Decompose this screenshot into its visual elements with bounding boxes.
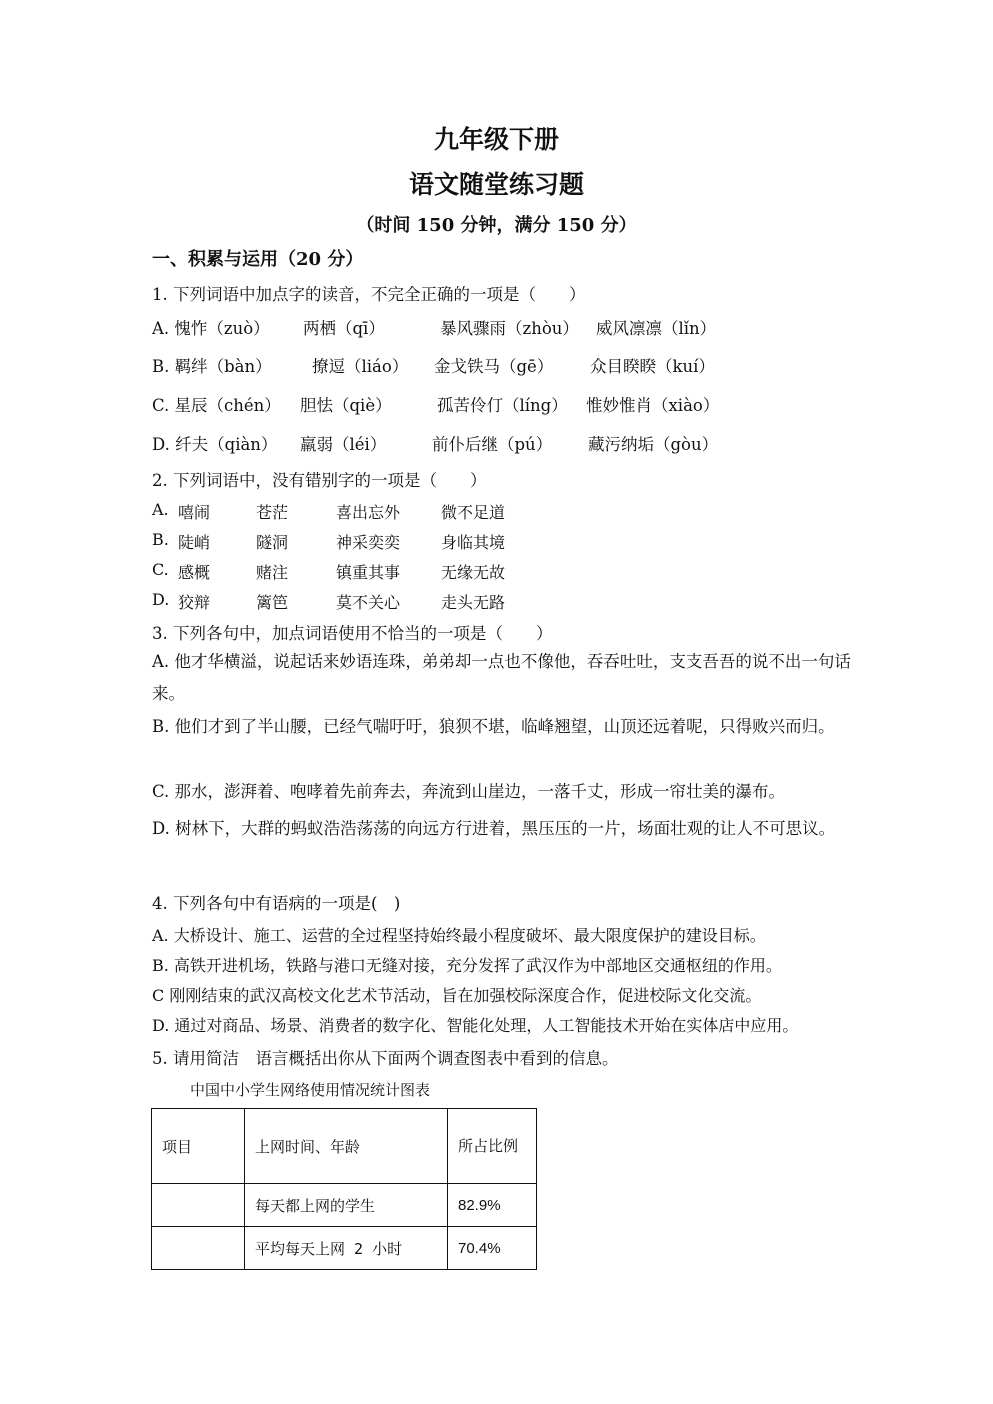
q1-option-a-4: 威风凛凛（lǐn）	[596, 319, 717, 338]
table-header-cell: 所占比例	[448, 1109, 537, 1184]
q2-b-2: 隧洞	[256, 533, 289, 552]
table-cell	[152, 1227, 245, 1270]
q2-b-4: 身临其境	[441, 533, 506, 552]
table-caption: 中国中小学生网络使用情况统计图表	[190, 1081, 431, 1099]
q5-stem: 5. 请用简洁 语言概括出你从下面两个调查图表中看到的信息。	[152, 1049, 619, 1068]
q1-option-d-1: D. 纤夫（qiàn）	[152, 435, 278, 454]
q1-stem: 1. 下列词语中加点字的读音，不完全正确的一项是（ ）	[152, 285, 586, 304]
q2-c-3: 镇重其事	[336, 563, 401, 582]
q1-option-b-2: 撩逗（liáo）	[312, 357, 409, 376]
exam-time-score: （时间 150 分钟，满分 150 分）	[356, 215, 637, 236]
table-header-row	[152, 1109, 537, 1184]
q2-c-2: 赌注	[256, 563, 289, 582]
section-heading: 一、积累与运用（20 分）	[152, 249, 364, 270]
q2-d-label: D.	[152, 590, 170, 609]
q4-option-a: A. 大桥设计、施工、运营的全过程坚持始终最小程度破坏、最大限度保护的建设目标。	[152, 926, 766, 945]
q1-option-a-3: 暴风骤雨（zhòu）	[440, 319, 579, 338]
q1-option-b-1: B. 羁绊（bàn）	[152, 357, 272, 376]
table-header-cell: 上网时间、年龄	[245, 1109, 448, 1184]
q3-option-b: B. 他们才到了半山腰，已经气喘吁吁，狼狈不堪，临峰翘望，山顶还远着呢，只得败兴而归。	[152, 717, 835, 736]
q2-a-1: 嘻闹	[178, 503, 211, 522]
q2-c-1: 感概	[178, 563, 211, 582]
exam-title: 语文随堂练习题	[408, 170, 584, 199]
q2-b-label: B.	[152, 530, 169, 549]
table-cell: 70.4%	[448, 1227, 537, 1270]
q1-option-d-2: 羸弱（léi）	[300, 435, 387, 454]
table-row	[152, 1184, 537, 1227]
q1-option-d-3: 前仆后继（pú）	[432, 435, 553, 454]
table-cell: 82.9%	[448, 1184, 537, 1227]
table-row	[152, 1227, 537, 1270]
q1-option-b-3: 金戈铁马（gē）	[434, 357, 554, 376]
q2-a-3: 喜出忘外	[336, 503, 401, 522]
q3-option-d: D. 树林下，大群的蚂蚁浩浩荡荡的向远方行进着，黑压压的一片，场面壮观的让人不可思议。	[152, 819, 836, 838]
q1-option-b-4: 众目睽睽（kuí）	[590, 357, 715, 376]
q2-d-3: 莫不关心	[336, 593, 401, 612]
table-header-cell: 项目	[152, 1109, 245, 1184]
q1-option-c-4: 惟妙惟肖（xiào）	[586, 396, 720, 415]
q1-option-c-1: C. 星辰（chén）	[152, 396, 281, 415]
q1-option-d-4: 藏污纳垢（gòu）	[588, 435, 719, 454]
q2-b-3: 神采奕奕	[336, 533, 401, 552]
q3-option-a: A. 他才华横溢，说起话来妙语连珠，弟弟却一点也不像他，吞吞吐吐，支支吾吾的说不出一句话来。	[152, 652, 851, 703]
q1-option-a-2: 两栖（qī）	[303, 319, 385, 338]
grade-title: 九年级下册	[433, 125, 559, 154]
q2-c-label: C.	[152, 560, 169, 579]
q4-stem: 4. 下列各句中有语病的一项是( )	[152, 894, 401, 913]
q4-option-b: B. 高铁开进机场，铁路与港口无缝对接，充分发挥了武汉作为中部地区交通枢纽的作用。	[152, 956, 782, 975]
table-cell	[152, 1184, 245, 1227]
q1-option-c-2: 胆怯（qiè）	[300, 396, 392, 415]
statistics-table	[151, 1108, 537, 1270]
q2-c-4: 无缘无故	[441, 563, 506, 582]
q2-d-1: 狡辩	[178, 593, 211, 612]
q3-option-c: C. 那水，澎湃着、咆哮着先前奔去，奔流到山崖边，一落千丈，形成一帘壮美的瀑布。	[152, 782, 786, 801]
q2-stem: 2. 下列词语中，没有错别字的一项是（ ）	[152, 471, 487, 490]
table-cell: 平均每天上网 2 小时	[245, 1227, 448, 1270]
q4-option-c: C 刚刚结束的武汉高校文化艺术节活动，旨在加强校际深度合作，促进校际文化交流。	[152, 986, 762, 1005]
q1-option-c-3: 孤苦伶仃（líng）	[437, 396, 568, 415]
q3-stem: 3. 下列各句中，加点词语使用不恰当的一项是（ ）	[152, 624, 553, 643]
q2-b-1: 陡峭	[178, 533, 211, 552]
q1-option-a-1: A. 愧怍（zuò）	[152, 319, 270, 338]
q2-a-label: A.	[152, 500, 169, 519]
q2-a-4: 微不足道	[441, 503, 506, 522]
q2-d-4: 走头无路	[441, 593, 506, 612]
q2-a-2: 苍茫	[256, 503, 289, 522]
q4-option-d: D. 通过对商品、场景、消费者的数字化、智能化处理，人工智能技术开始在实体店中应用。	[152, 1016, 799, 1035]
table-cell: 每天都上网的学生	[245, 1184, 448, 1227]
q2-d-2: 篱笆	[256, 593, 289, 612]
